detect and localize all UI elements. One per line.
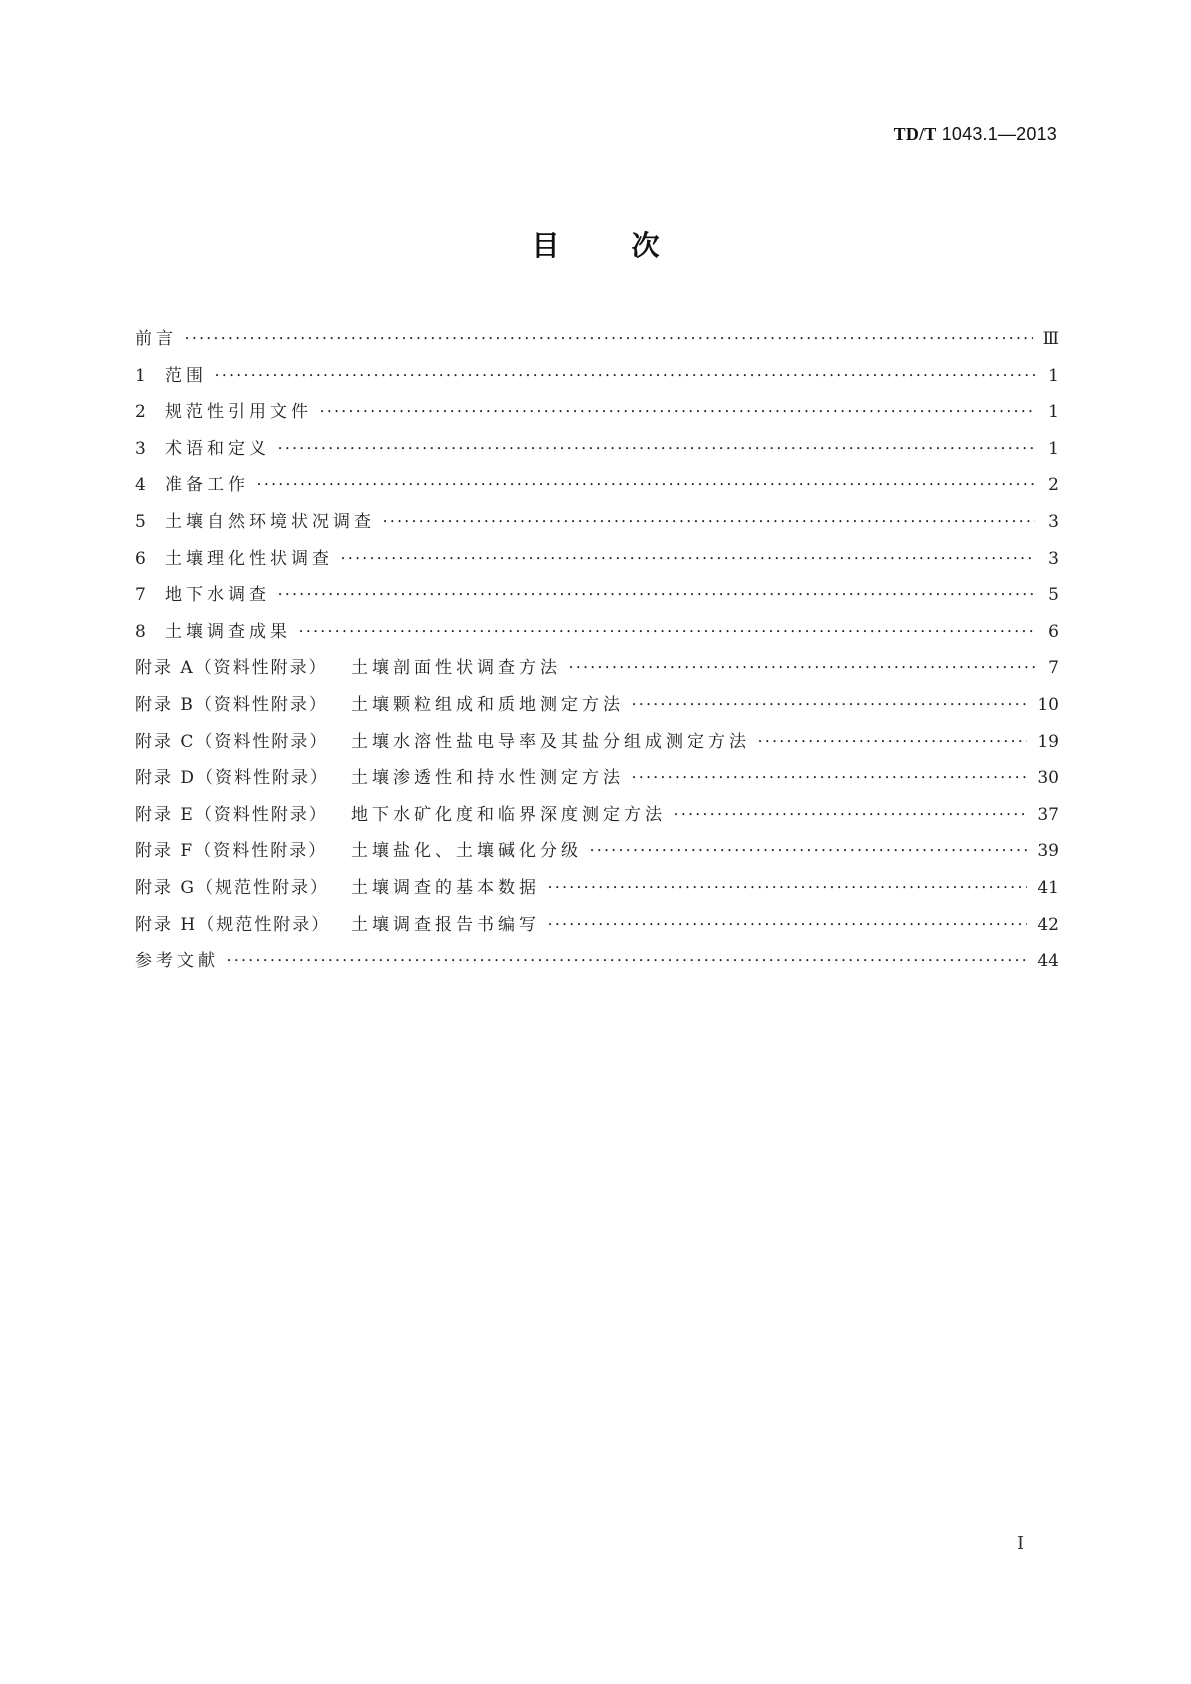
- toc-entry-3[interactable]: [135, 438, 1059, 475]
- toc-entry-page: 39: [1037, 841, 1059, 862]
- toc-entry-number: 1: [135, 365, 146, 386]
- toc-entry-number: 7: [135, 585, 146, 606]
- toc-entry-label: 范围: [165, 365, 207, 386]
- toc-entry-appendix-e[interactable]: [135, 804, 1059, 841]
- dot-leader: [632, 765, 1027, 789]
- toc-entry-4[interactable]: [135, 474, 1059, 511]
- toc-entry-label: 土壤剖面性状调查方法: [351, 658, 561, 679]
- toc-appendix-prefix: 附录 B（资料性附录）: [135, 694, 328, 715]
- toc-entry-5[interactable]: [135, 511, 1059, 548]
- table-of-contents: [135, 328, 1059, 987]
- toc-entry-2[interactable]: [135, 401, 1059, 438]
- toc-entry-page: 1: [1048, 438, 1059, 459]
- toc-entry-page: 3: [1048, 511, 1059, 532]
- toc-entry-appendix-c[interactable]: [135, 731, 1059, 768]
- dot-leader: [590, 838, 1027, 862]
- toc-entry-label: 规范性引用文件: [165, 402, 312, 423]
- toc-entry-page: Ⅲ: [1042, 329, 1059, 349]
- dot-leader: [341, 546, 1035, 570]
- toc-entry-number: 2: [135, 402, 146, 423]
- toc-entry-label: 地下水调查: [165, 585, 270, 606]
- page-number: I: [1017, 1533, 1025, 1554]
- toc-entry-label: 地下水矿化度和临界深度测定方法: [351, 804, 666, 825]
- page-title: [0, 224, 1191, 264]
- toc-entry-page: 5: [1048, 585, 1059, 606]
- page-title-char-1: 目: [531, 229, 560, 262]
- toc-entry-label: 土壤自然环境状况调查: [165, 511, 375, 532]
- dot-leader: [257, 472, 1035, 496]
- toc-entry-page: 1: [1048, 365, 1059, 386]
- toc-entry-page: 42: [1037, 914, 1059, 935]
- toc-entry-page: 2: [1048, 475, 1059, 496]
- toc-entry-page: 6: [1048, 621, 1059, 642]
- toc-appendix-prefix: 附录 F（资料性附录）: [135, 841, 328, 862]
- document-code: [894, 124, 1057, 145]
- toc-entry-page: 37: [1037, 804, 1059, 825]
- toc-entry-page: 44: [1037, 951, 1059, 972]
- toc-entry-page: 1: [1048, 402, 1059, 423]
- page-title-char-2: 次: [631, 229, 660, 262]
- toc-appendix-prefix: 附录 H（规范性附录）: [135, 914, 331, 935]
- toc-entry-label: 土壤调查的基本数据: [351, 877, 540, 898]
- toc-entry-appendix-g[interactable]: [135, 877, 1059, 914]
- toc-entry-foreword[interactable]: [135, 328, 1059, 365]
- toc-entry-label: 术语和定义: [165, 438, 270, 459]
- document-code-prefix: TD/T: [893, 124, 937, 144]
- toc-appendix-prefix: 附录 G（规范性附录）: [135, 877, 329, 898]
- toc-entry-page: 3: [1048, 548, 1059, 569]
- toc-appendix-prefix: 附录 A（资料性附录）: [135, 658, 328, 679]
- toc-entry-number: 6: [135, 548, 146, 569]
- toc-entry-appendix-f[interactable]: [135, 840, 1059, 877]
- toc-entry-label: 土壤水溶性盐电导率及其盐分组成测定方法: [351, 731, 750, 752]
- dot-leader: [632, 692, 1027, 716]
- toc-entry-page: 7: [1048, 658, 1059, 679]
- toc-entry-label: 土壤理化性状调查: [165, 548, 333, 569]
- dot-leader: [227, 948, 1027, 972]
- toc-appendix-prefix: 附录 E（资料性附录）: [135, 804, 328, 825]
- toc-entry-label: 土壤盐化、土壤碱化分级: [351, 841, 582, 862]
- toc-entry-number: 4: [135, 475, 146, 496]
- toc-appendix-prefix: 附录 C（资料性附录）: [135, 731, 329, 752]
- toc-entry-appendix-a[interactable]: [135, 657, 1059, 694]
- toc-entry-label: 前言: [135, 329, 177, 349]
- dot-leader: [185, 326, 1033, 350]
- dot-leader: [548, 912, 1027, 936]
- dot-leader: [278, 436, 1035, 460]
- dot-leader: [674, 802, 1027, 826]
- toc-entry-appendix-h[interactable]: [135, 914, 1059, 951]
- dot-leader: [383, 509, 1035, 533]
- dot-leader: [569, 655, 1035, 679]
- toc-entry-page: 30: [1037, 768, 1059, 789]
- toc-entry-label: 土壤渗透性和持水性测定方法: [351, 768, 624, 789]
- dot-leader: [548, 875, 1027, 899]
- toc-entry-page: 19: [1037, 731, 1059, 752]
- toc-appendix-prefix: 附录 D（资料性附录）: [135, 768, 330, 789]
- toc-entry-label: 准备工作: [165, 475, 249, 496]
- toc-entry-label: 土壤颗粒组成和质地测定方法: [351, 694, 624, 715]
- toc-entry-appendix-d[interactable]: [135, 767, 1059, 804]
- dot-leader: [278, 582, 1035, 606]
- toc-entry-number: 5: [135, 511, 146, 532]
- toc-entry-8[interactable]: [135, 621, 1059, 658]
- toc-entry-label: 土壤调查成果: [165, 621, 291, 642]
- toc-entry-number: 3: [135, 438, 146, 459]
- toc-entry-number: 8: [135, 621, 146, 642]
- dot-leader: [320, 399, 1035, 423]
- toc-entry-1[interactable]: [135, 365, 1059, 402]
- toc-entry-7[interactable]: [135, 584, 1059, 621]
- document-code-number: 1043.1—2013: [941, 124, 1057, 144]
- toc-entry-label: 参考文献: [135, 951, 219, 972]
- toc-entry-page: 10: [1037, 694, 1059, 715]
- toc-entry-label: 土壤调查报告书编写: [351, 914, 540, 935]
- toc-entry-6[interactable]: [135, 548, 1059, 585]
- toc-entry-appendix-b[interactable]: [135, 694, 1059, 731]
- toc-entry-page: 41: [1037, 877, 1059, 898]
- dot-leader: [215, 363, 1035, 387]
- dot-leader: [758, 729, 1027, 753]
- toc-entry-references[interactable]: [135, 950, 1059, 987]
- dot-leader: [299, 619, 1035, 643]
